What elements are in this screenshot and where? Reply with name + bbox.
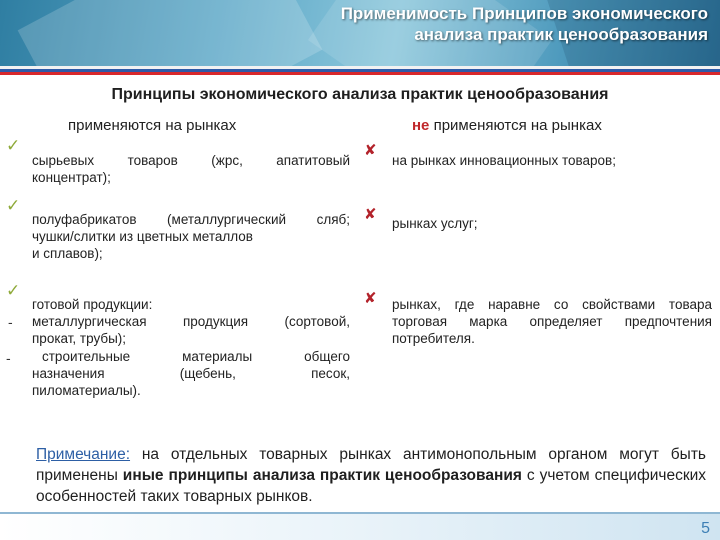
note-bold-text: иные принципы анализа практик ценообразования — [122, 467, 522, 484]
header-banner — [0, 0, 720, 66]
right-item-innovative-goods: на рынках инновационных товаров; — [392, 153, 616, 168]
right-column-title-rest: применяются на рынках — [429, 117, 602, 134]
right-item-line: рынках, где наравне со свойствами товара — [392, 297, 712, 312]
left-item-raw-materials — [32, 152, 350, 186]
left-item-line: пиломатериалы). — [32, 383, 141, 398]
cross-icon: ✘ — [364, 142, 377, 159]
cross-icon: ✘ — [364, 206, 377, 223]
left-item-construction-materials — [32, 348, 350, 399]
right-column-title — [412, 117, 602, 134]
tricolor-stripe — [0, 66, 720, 75]
right-item-brand-markets — [392, 296, 712, 347]
note-text: с учетом специфических особенностей таких товарных рынков. — [36, 467, 707, 505]
left-item-line: прокат, трубы); — [32, 331, 127, 346]
left-item-line: сырьевых товаров (жрс, апатитовый — [32, 153, 350, 168]
slide-title-line1: Применимость Принципов экономического — [340, 4, 708, 23]
note-label: Примечание: — [36, 446, 131, 463]
note-paragraph — [36, 444, 706, 507]
right-item-line: потребителя. — [392, 331, 475, 346]
left-item-line: готовой продукции: — [32, 297, 153, 312]
page-number: 5 — [701, 520, 710, 537]
left-item-line: назначения (щебень, песок, — [32, 366, 350, 381]
left-item-line: металлургическая продукция (сортовой, — [32, 314, 350, 329]
negation-word: не — [412, 117, 430, 134]
left-column-title: применяются на рынках — [68, 117, 237, 134]
section-heading: Принципы экономического анализа практик ценообразования — [111, 86, 609, 103]
left-item-line: и сплавов); — [32, 246, 103, 261]
slide-title — [188, 3, 708, 45]
check-icon: ✓ — [6, 196, 21, 215]
right-item-services: рынках услуг; — [392, 216, 478, 231]
left-item-line: полуфабрикатов (металлургический сляб; — [32, 212, 350, 227]
cross-icon: ✘ — [364, 290, 377, 307]
footer-bar — [0, 514, 720, 540]
dash-bullet-icon: - — [8, 314, 13, 330]
note-text: на отдельных товарных рынках антимонопольным органом могут быть применены — [36, 446, 706, 484]
left-item-line: строительные материалы общего — [42, 349, 350, 364]
left-item-line: чушки/слитки из цветных металлов — [32, 229, 253, 244]
right-item-line: торговая марка определяет предпочтения — [392, 314, 712, 329]
check-icon: ✓ — [6, 281, 21, 300]
left-item-semi-finished — [32, 211, 350, 262]
check-icon: ✓ — [6, 136, 21, 155]
dash-bullet-icon: - — [6, 350, 11, 366]
left-item-finished-products — [32, 296, 350, 347]
slide-title-line2: анализа практик ценообразования — [414, 25, 708, 44]
left-item-line: концентрат); — [32, 170, 111, 185]
